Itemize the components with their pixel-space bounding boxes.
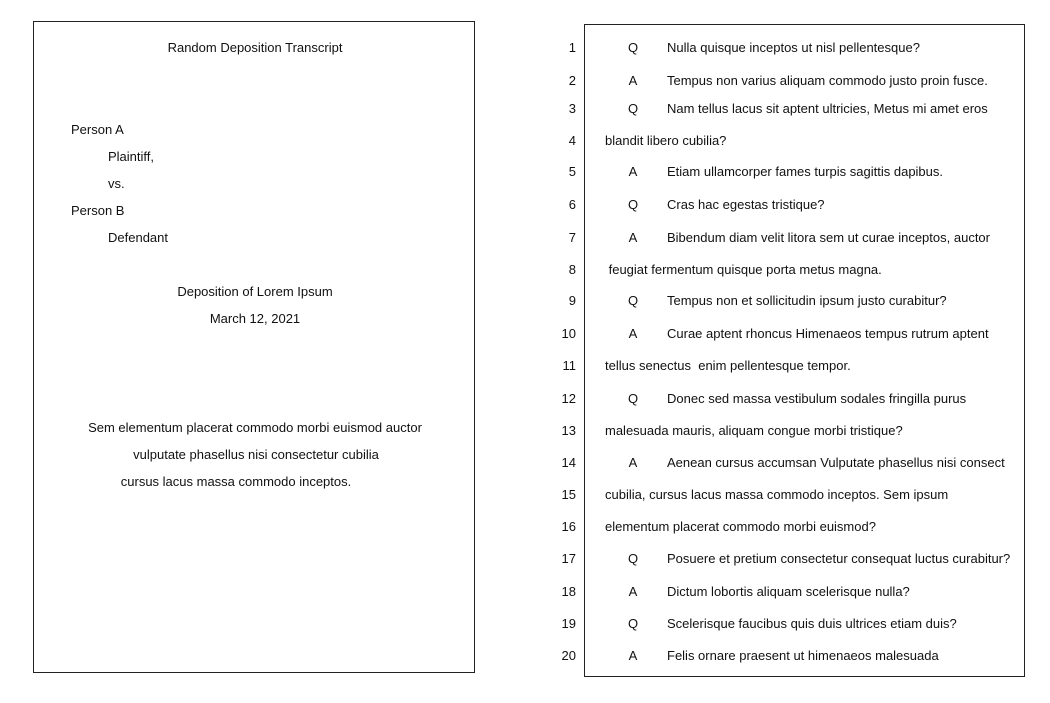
transcript-line-text: blandit libero cubilia? [605,133,727,148]
line-number: 17 [561,551,576,566]
cover-page [33,21,475,673]
transcript-line-text: elementum placerat commodo morbi euismod? [605,519,876,534]
answer-marker: A [628,648,638,663]
line-number: 15 [561,487,576,502]
line-number: 2 [568,73,576,88]
line-number: 19 [561,616,576,631]
line-number: 14 [561,455,576,470]
question-marker: Q [627,197,639,212]
transcript-line-text: Cras hac egestas tristique? [667,197,825,212]
transcript-line-text: malesuada mauris, aliquam congue morbi tristique? [605,423,903,438]
question-marker: Q [627,391,639,406]
line-number: 7 [568,230,576,245]
answer-marker: A [628,73,638,88]
line-number: 3 [568,101,576,116]
answer-marker: A [628,455,638,470]
line-number: 1 [568,40,576,55]
transcript-line-text: feugiat fermentum quisque porta metus magna. [605,262,882,277]
cover-paragraph-line: cursus lacus massa commodo inceptos. [120,474,352,489]
transcript-title: Random Deposition Transcript [167,40,343,55]
question-marker: Q [627,551,639,566]
party-b-name: Person B [71,203,125,218]
party-a-role: Plaintiff, [108,149,155,164]
question-marker: Q [627,616,639,631]
transcript-line-text: Aenean cursus accumsan Vulputate phasellus nisi consect [667,455,1005,470]
transcript-line-text: Posuere et pretium consectetur consequat luctus curabitur? [667,551,1011,566]
transcript-line-text: Donec sed massa vestibulum sodales fringilla purus [667,391,967,406]
line-number: 4 [568,133,576,148]
answer-marker: A [628,584,638,599]
cover-paragraph-line: Sem elementum placerat commodo morbi euismod auctor [88,420,422,435]
line-number: 8 [568,262,576,277]
line-number: 18 [561,584,576,599]
line-number: 11 [562,358,576,373]
line-number: 12 [561,391,576,406]
transcript-line-text: Felis ornare praesent ut himenaeos malesuada [667,648,939,663]
transcript-line-text: Dictum lobortis aliquam scelerisque nulla? [667,584,910,599]
answer-marker: A [628,326,638,341]
party-a-name: Person A [71,122,124,137]
cover-paragraph-line: vulputate phasellus nisi consectetur cubilia [133,447,379,462]
transcript-line-text: cubilia, cursus lacus massa commodo inceptos. Sem ipsum [605,487,949,502]
transcript-line-text: Etiam ullamcorper fames turpis sagittis dapibus. [667,164,944,179]
line-number: 9 [568,293,576,308]
line-number: 20 [561,648,576,663]
line-number: 16 [561,519,576,534]
transcript-line-text: tellus senectus enim pellentesque tempor. [605,358,851,373]
question-marker: Q [627,40,639,55]
question-marker: Q [627,101,639,116]
party-b-role: Defendant [108,230,168,245]
deposition-of: Deposition of Lorem Ipsum [177,284,333,299]
question-marker: Q [627,293,639,308]
line-number: 5 [568,164,576,179]
answer-marker: A [628,164,638,179]
line-number: 6 [568,197,576,212]
transcript-page [584,24,1025,677]
transcript-line-text: Scelerisque faucibus quis duis ultrices etiam duis? [667,616,957,631]
transcript-line-text: Tempus non varius aliquam commodo justo proin fusce. [667,73,988,88]
line-number: 10 [561,326,576,341]
answer-marker: A [628,230,638,245]
versus-label: vs. [108,176,125,191]
transcript-line-text: Bibendum diam velit litora sem ut curae inceptos, auctor [667,230,990,245]
transcript-line-text: Nulla quisque inceptos ut nisl pellentesque? [667,40,920,55]
transcript-line-text: Tempus non et sollicitudin ipsum justo curabitur? [667,293,947,308]
transcript-line-text: Curae aptent rhoncus Himenaeos tempus rutrum aptent [667,326,989,341]
deposition-date: March 12, 2021 [209,311,301,326]
transcript-line-text: Nam tellus lacus sit aptent ultricies, Metus mi amet eros [667,101,988,116]
line-number: 13 [561,423,576,438]
